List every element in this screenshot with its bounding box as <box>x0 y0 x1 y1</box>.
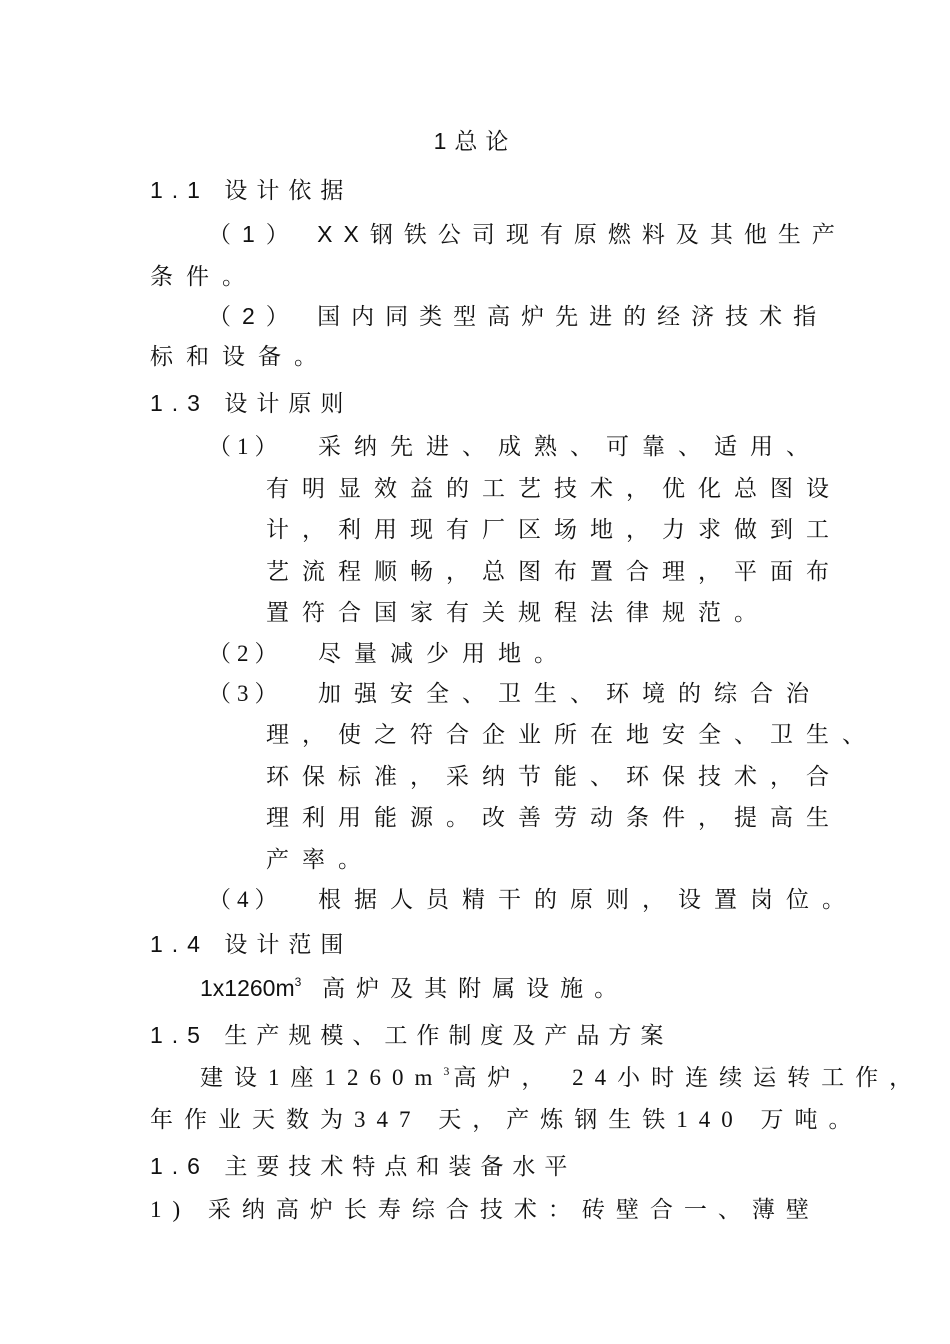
principle-2-text: 尽量减少用地。 <box>318 641 570 666</box>
principle-1-line-2: 有明显效益的工艺技术，优化总图设 <box>266 476 842 501</box>
principle-3-line-5: 产率。 <box>266 847 374 872</box>
principle-2-label: （2） <box>208 641 284 666</box>
principle-1-line-3: 计，利用现有厂区场地，力求做到工 <box>266 517 842 542</box>
basis-item-2-line-1: （2） 国内同类型高炉先进的经济技术指 <box>208 303 828 329</box>
basis-item-2-line-2: 标和设备。 <box>150 343 330 369</box>
scale-line-1: 建设1座$1260m^3$高炉， 24小时连续运转工作， <box>200 1064 924 1090</box>
principle-4-label: （4） <box>208 887 284 912</box>
principle-4-text: 根据人员精干的原则，设置岗位。 <box>318 887 858 912</box>
principle-1-line-5: 置符合国家有关规程法律规范。 <box>266 600 770 625</box>
principle-1-label: （1） <box>208 434 284 459</box>
section-heading-1-1: 1.1 设计依据 <box>150 177 353 203</box>
page-title: 1总论 <box>433 128 517 154</box>
principle-3-line-3: 环保标准，采纳节能、环保技术，合 <box>266 764 842 789</box>
feature-line-1: 1) 采纳高炉长寿综合技术：砖壁合一、薄壁 <box>150 1197 820 1222</box>
scope-line: $1x1260m^3$ 高炉及其附属设施。 <box>200 975 629 1001</box>
principle-3-line-1: 加强安全、卫生、环境的综合治 <box>318 681 822 706</box>
principle-3-line-2: 理，使之符合企业所在地安全、卫生、 <box>266 722 878 747</box>
principle-1-line-4: 艺流程顺畅，总图布置合理，平面布 <box>266 559 842 584</box>
section-heading-1-5: 1.5 生产规模、工作制度及产品方案 <box>150 1022 673 1048</box>
scale-line-2: 年作业天数为347 天，产炼钢生铁140 万吨。 <box>150 1107 863 1132</box>
principle-3-label: （3） <box>208 681 284 706</box>
basis-item-1-line-1: （1） XX钢铁公司现有原燃料及其他生产 <box>208 221 846 247</box>
principle-1-line-1: 采纳先进、成熟、可靠、适用、 <box>318 434 822 459</box>
section-heading-1-3: 1.3 设计原则 <box>150 390 353 416</box>
section-heading-1-6: 1.6 主要技术特点和装备水平 <box>150 1153 577 1179</box>
basis-item-1-line-2: 条件。 <box>150 263 258 289</box>
principle-3-line-4: 理利用能源。改善劳动条件，提高生 <box>266 805 842 830</box>
section-heading-1-4: 1.4 设计范围 <box>150 931 353 957</box>
